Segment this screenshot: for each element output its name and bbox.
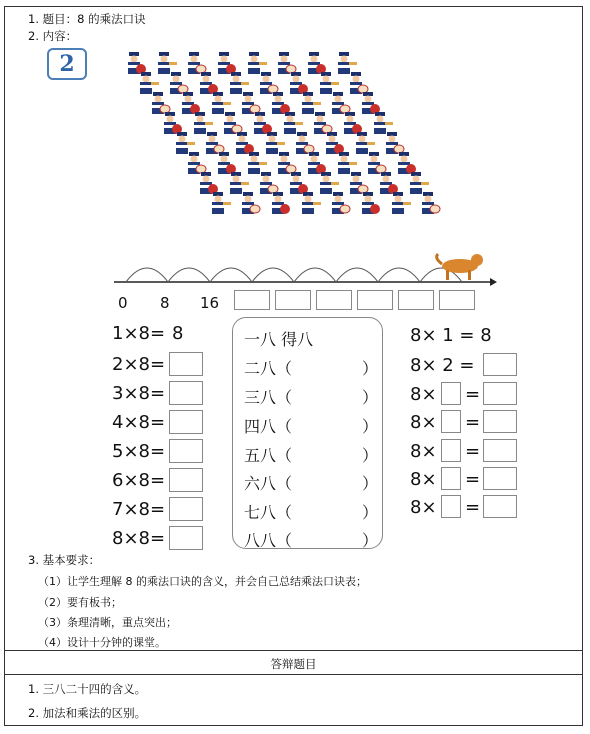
rhyme-line: 七八（ xyxy=(244,503,293,522)
defense-title: 答辩题目 xyxy=(270,657,317,671)
requirement-item: （1）让学生理解 8 的乘法口诀的含义，并会自己总结乘法口诀表； xyxy=(38,575,367,588)
band-member xyxy=(392,192,411,223)
requirement-item: （3）条理清晰，重点突出； xyxy=(38,616,177,629)
topic-line: 1. 题目：8 的乘法口诀 xyxy=(28,12,146,26)
number-line-blank[interactable] xyxy=(234,290,270,310)
equals-sign: = xyxy=(465,384,481,405)
left-equation: 7×8= xyxy=(112,499,166,520)
answer-box[interactable] xyxy=(483,495,517,518)
left-equation-answer: 8 xyxy=(172,323,184,344)
number-line-blank[interactable] xyxy=(316,290,352,310)
hop-arc xyxy=(210,268,252,282)
rhyme-blank-close: ） xyxy=(362,446,379,465)
answer-box[interactable] xyxy=(483,439,517,462)
left-equation: 4×8= xyxy=(112,412,166,433)
requirements-title: 3. 基本要求： xyxy=(28,553,101,567)
rhyme-line: 三八（ xyxy=(244,388,293,407)
hop-arc xyxy=(294,268,336,282)
rhyme-blank-close: ） xyxy=(362,474,379,493)
band-member xyxy=(422,192,440,223)
band-member xyxy=(272,192,290,223)
right-equation-prefix: 8× xyxy=(410,469,437,490)
number-line xyxy=(112,250,497,295)
factor-box[interactable] xyxy=(441,467,461,490)
answer-box[interactable] xyxy=(483,467,517,490)
hop-arc xyxy=(336,268,378,282)
band-member xyxy=(212,192,231,223)
band-member xyxy=(362,192,380,223)
hop-arc xyxy=(252,268,294,282)
answer-box[interactable] xyxy=(483,382,517,405)
answer-box[interactable] xyxy=(169,352,203,376)
defense-item: 2. 加法和乘法的区别。 xyxy=(28,706,147,720)
left-equation: 2×8= xyxy=(112,354,166,375)
rhyme-blank-close: ） xyxy=(362,388,379,407)
number-line-blank[interactable] xyxy=(439,290,475,310)
equals-sign: = xyxy=(465,497,481,518)
band-member xyxy=(242,192,260,223)
hop-arc xyxy=(168,268,210,282)
right-equation-prefix: 8× xyxy=(410,384,437,405)
marching-band-illustration xyxy=(116,44,476,244)
answer-box[interactable] xyxy=(169,497,203,521)
requirement-item: （2）要有板书； xyxy=(38,596,122,609)
equals-sign: = xyxy=(465,469,481,490)
equals-sign: = xyxy=(465,441,481,462)
rhyme-blank-close: ） xyxy=(362,359,379,378)
defense-item: 1. 三八二十四的含义。 xyxy=(28,682,147,696)
band-member xyxy=(332,192,350,223)
rhyme-line: 一八 得八 xyxy=(244,330,314,349)
rhyme-line: 五八（ xyxy=(244,446,293,465)
divider xyxy=(4,674,583,675)
right-equation: 8× 2 = xyxy=(410,355,475,376)
rhyme-line: 二八（ xyxy=(244,359,293,378)
right-equation: 8× 1 = 8 xyxy=(410,325,492,346)
right-equation-prefix: 8× xyxy=(410,412,437,433)
answer-box[interactable] xyxy=(169,526,203,550)
factor-box[interactable] xyxy=(441,382,461,405)
rhyme-blank-close: ） xyxy=(362,531,379,550)
number-line-blank[interactable] xyxy=(275,290,311,310)
hop-arc xyxy=(378,268,420,282)
right-equation-prefix: 8× xyxy=(410,497,437,518)
equals-sign: = xyxy=(465,412,481,433)
rhyme-line: 八八（ xyxy=(244,531,293,550)
divider xyxy=(4,650,583,651)
number-line-label: 0 xyxy=(118,294,128,312)
factor-box[interactable] xyxy=(441,439,461,462)
rhyme-blank-close: ） xyxy=(362,503,379,522)
number-line-label: 8 xyxy=(160,294,170,312)
number-line-blank[interactable] xyxy=(398,290,434,310)
rhyme-line: 四八（ xyxy=(244,417,293,436)
number-line-label: 16 xyxy=(200,294,220,312)
left-equation: 1×8= xyxy=(112,323,166,344)
number-line-blank[interactable] xyxy=(357,290,393,310)
requirement-item: （4）设计十分钟的课堂。 xyxy=(38,636,166,649)
answer-box[interactable] xyxy=(483,353,517,376)
right-equation-prefix: 8× xyxy=(410,441,437,462)
left-equation: 6×8= xyxy=(112,470,166,491)
content-label: 2. 内容： xyxy=(28,29,78,43)
left-equation: 5×8= xyxy=(112,441,166,462)
answer-box[interactable] xyxy=(169,381,203,405)
answer-box[interactable] xyxy=(169,439,203,463)
band-member xyxy=(302,192,321,223)
hop-arc xyxy=(126,268,168,282)
factor-box[interactable] xyxy=(441,495,461,518)
dog-icon xyxy=(437,254,483,280)
left-equation: 8×8= xyxy=(112,528,166,549)
answer-box[interactable] xyxy=(169,410,203,434)
answer-box[interactable] xyxy=(483,410,517,433)
left-equation: 3×8= xyxy=(112,383,166,404)
rhyme-line: 六八（ xyxy=(244,474,293,493)
answer-box[interactable] xyxy=(169,468,203,492)
unit-badge: 2 xyxy=(47,48,87,80)
factor-box[interactable] xyxy=(441,410,461,433)
rhyme-blank-close: ） xyxy=(362,417,379,436)
